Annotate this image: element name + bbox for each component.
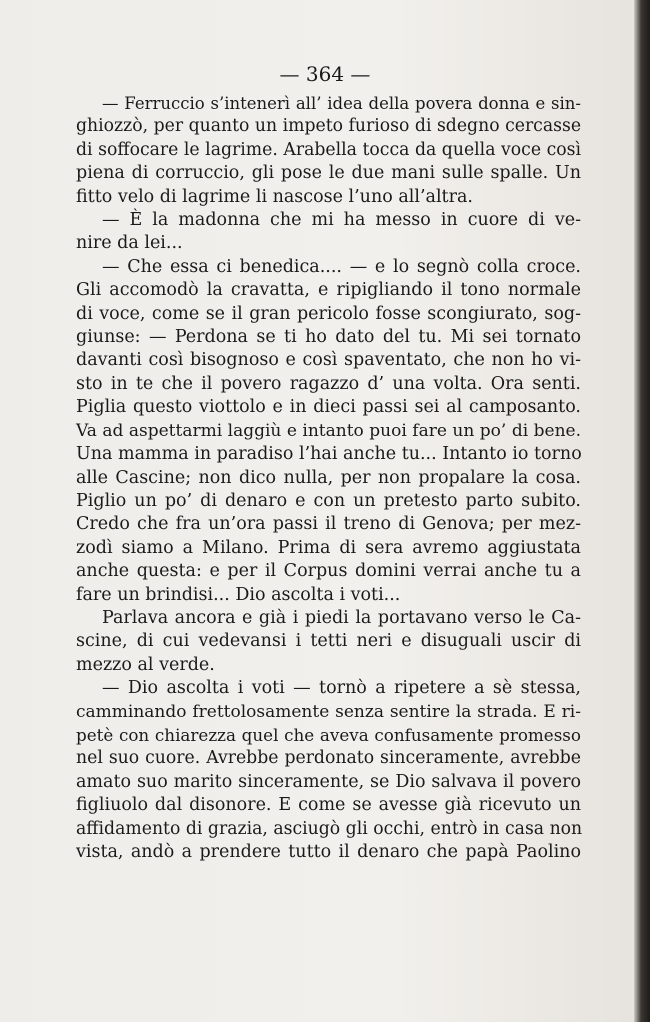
text-line: Piglio un po’ di denaro e con un pretesto parto subito.	[76, 490, 581, 511]
text-line: — Dio ascolta i voti — tornò a ripetere a sè stessa,	[102, 678, 581, 699]
text-line: — È la madonna che mi ha messo in cuore di ve-	[102, 210, 581, 231]
text-line: camminando frettolosamente senza sentire la strada. E ri-	[76, 701, 581, 722]
text-line: nire da lei...	[76, 233, 183, 254]
text-line: Parlava ancora e già i piedi la portavano verso le Ca-	[102, 607, 581, 628]
text-line: sto in te che il povero ragazzo d’ una volta. Ora senti.	[76, 373, 581, 394]
text-line: affidamento di grazia, asciugò gli occhi, entrò in casa non	[76, 818, 583, 839]
text-line: Una mamma in paradiso l’hai anche tu... Intanto io torno	[76, 444, 582, 465]
text-line: di soffocare le lagrime. Arabella tocca da quella voce così	[76, 139, 581, 160]
text-line: — Che essa ci benedica.... — e lo segnò colla croce.	[102, 256, 581, 277]
text-line: piena di corruccio, gli pose le due mani sulle spalle. Un	[76, 163, 581, 184]
text-line: nel suo cuore. Avrebbe perdonato sinceramente, avrebbe	[76, 748, 581, 769]
text-line: anche questa: e per il Corpus domini verrai anche tu a	[76, 561, 581, 582]
text-line: ghiozzò, per quanto un impeto furioso di sdegno cercasse	[76, 116, 582, 137]
text-line: zodì siamo a Milano. Prima di sera avremo aggiustata	[76, 537, 581, 558]
text-line: mezzo al verde.	[76, 654, 215, 675]
text-line: giunse: — Perdona se ti ho dato del tu. Mi sei tornato	[76, 327, 581, 348]
book-spine-shadow	[634, 0, 650, 1022]
text-line: — Ferruccio s’intenerì all’ idea della povera donna e sin-	[102, 94, 581, 113]
body-text	[76, 92, 581, 864]
text-line: Credo che fra un’ora passi il treno di Genova; per mez-	[76, 514, 581, 535]
text-line: vista, andò a prendere tutto il denaro che papà Paolino	[76, 842, 581, 862]
text-line: figliuolo dal disonore. E come se avesse già ricevuto un	[76, 795, 581, 816]
text-line: di voce, come se il gran pericolo fosse scongiurato, sog-	[76, 303, 581, 324]
text-line: Va ad aspettarmi laggiù e intanto puoi fare un po’ di bene.	[76, 420, 581, 441]
page-number: — 364 —	[279, 62, 371, 86]
text-line: fitto velo di lagrime li nascose l’uno all’altra.	[76, 186, 473, 207]
text-line: Piglia questo viottolo e in dieci passi sei al camposanto.	[76, 397, 581, 418]
text-line: petè con chiarezza quel che aveva confusamente promesso	[76, 724, 581, 745]
text-line: fare un brindisi... Dio ascolta i voti...	[76, 584, 401, 605]
text-line: alle Cascine; non dico nulla, per non propalare la cosa.	[76, 467, 581, 488]
text-line: Gli accomodò la cravatta, e ripigliando il tono normale	[76, 280, 581, 301]
text-line: davanti così bisognoso e così spaventato, che non ho vi-	[76, 350, 581, 371]
text-line: scine, di cui vedevansi i tetti neri e disuguali uscir di	[76, 631, 581, 652]
text-line: amato suo marito sinceramente, se Dio salvava il povero	[76, 771, 581, 792]
